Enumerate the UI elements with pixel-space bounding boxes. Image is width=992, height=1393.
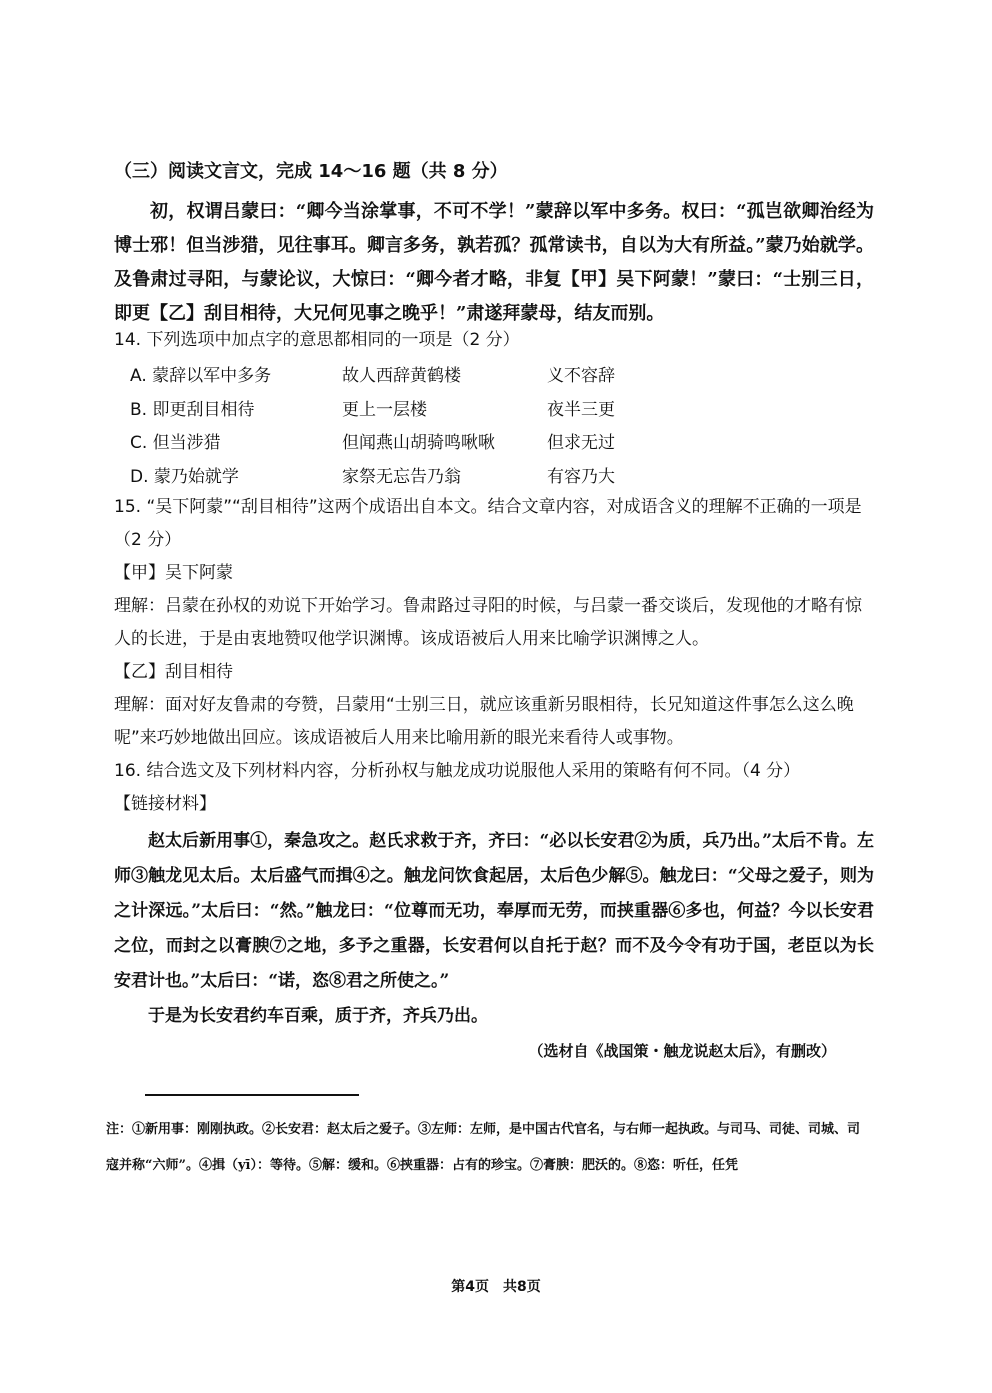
- option-a-1: A. 蒙辞以军中多务: [130, 366, 272, 387]
- question-15: [114, 491, 874, 821]
- section-title: （三）阅读文言文，完成 14～16 题（共 8 分）: [114, 161, 508, 182]
- page-number: 第4页 共8页: [451, 1279, 541, 1295]
- option-c-2: 但闻燕山胡骑鸣啾啾: [342, 433, 495, 454]
- jia-label: 【甲】吴下阿蒙: [114, 563, 233, 583]
- option-d-1: D. 蒙乃始就学: [130, 466, 239, 487]
- option-b-1: B. 即更刮目相待: [130, 399, 255, 420]
- question-16-stem: 16. 结合选文及下列材料内容，分析孙权与触龙成功说服他人采用的策略有何不同。（4 分）: [114, 761, 801, 781]
- option-a-2: 故人西辞黄鹤楼: [342, 366, 461, 387]
- passage-text: 初，权谓吕蒙曰：“卿今当涂掌事，不可不学！”蒙辞以军中多务。权曰：“孤岂欲卿治经为博士邪！但当涉猎，见往事耳。卿言多务，孰若孤？孤常读书，自以为大有所益。”蒙乃始就学。及鲁肃过寻阳，与蒙论议，大惊曰：“卿今者才略，非复【甲】吴下阿蒙！”蒙曰：“士别三日，即更【乙】刮目相待，大兄何见事之晚乎！”肃遂拜蒙母，结友而别。: [114, 201, 874, 324]
- footnote-divider: [145, 1094, 359, 1096]
- option-c-1: C. 但当涉猎: [130, 433, 221, 454]
- option-b-3: 夜半三更: [547, 399, 615, 420]
- option-a-3: 义不容辞: [547, 366, 615, 387]
- material-paragraph-1: 赵太后新用事①，秦急攻之。赵氏求救于齐，齐曰：“必以长安君②为质，兵乃出。”太后不肯。左师③触龙见太后。太后盛气而揖④之。触龙问饮食起居，太后色少解⑤。触龙曰：“父母之爱子，则为之计深远。”太后曰：“然。”触龙曰：“位尊而无功，奉厚而无劳，而挟重器⑥多也，何益？今以长安君之位，而封之以膏腴⑦之地，多予之重器，长安君何以自托于赵？而不及今令有功于国，老臣以为长安君计也。”太后曰：“诺，恣⑧君之所使之。”: [114, 831, 874, 991]
- option-c-3: 但求无过: [547, 433, 615, 454]
- question-14-stem: 14. 下列选项中加点字的意思都相同的一项是（2 分）: [114, 330, 520, 350]
- option-d[interactable]: [130, 458, 750, 492]
- link-material: [114, 824, 874, 1034]
- material-source: （选材自《战国策・触龙说赵太后》，有删改）: [528, 1042, 836, 1060]
- option-b[interactable]: [130, 391, 750, 425]
- link-material-label: 【链接材料】: [114, 794, 216, 814]
- question-14-options: [130, 357, 750, 491]
- option-d-3: 有容乃大: [547, 466, 615, 487]
- yi-explanation: 理解：面对好友鲁肃的夸赞，吕蒙用“士别三日，就应该重新另眼相待，长兄知道这件事怎么这么晚呢”来巧妙地做出回应。该成语被后人用来比喻用新的眼光来看待人或事物。: [114, 695, 854, 748]
- option-a[interactable]: [130, 357, 750, 391]
- question-15-stem: 15. “吴下阿蒙”“刮目相待”这两个成语出自本文。结合文章内容，对成语含义的理解不正确的一项是 （2 分）: [114, 497, 862, 550]
- option-b-2: 更上一层楼: [342, 399, 427, 420]
- option-d-2: 家祭无忘告乃翁: [342, 466, 461, 487]
- footnotes: 注：①新用事：刚刚执政。②长安君：赵太后之爱子。③左师：左师，是中国古代官名，与右师一起执政。与司马、司徒、司城、司寇并称“六师”。④揖（yī）：等待。⑤解：缓和。⑥挟重器：占有的珍宝。⑦膏腴：肥沃的。⑧恣：听任，任凭: [106, 1122, 861, 1173]
- yi-label: 【乙】刮目相待: [114, 662, 233, 682]
- jia-explanation: 理解：吕蒙在孙权的劝说下开始学习。鲁肃路过寻阳的时候，与吕蒙一番交谈后，发现他的才略有惊人的长进，于是由衷地赞叹他学识渊博。该成语被后人用来比喻学识渊博之人。: [114, 596, 862, 649]
- classical-passage: [114, 195, 874, 331]
- material-paragraph-2: 于是为长安君约车百乘，质于齐，齐兵乃出。: [148, 1006, 488, 1026]
- option-c[interactable]: [130, 424, 750, 458]
